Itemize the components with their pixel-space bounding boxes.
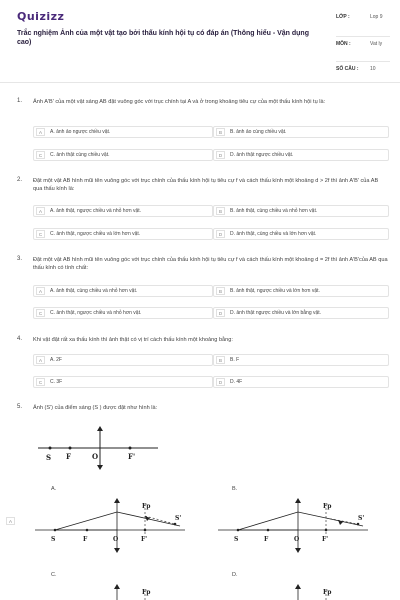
option-text: C. ảnh thật cùng chiều vật. bbox=[50, 152, 110, 158]
option-b[interactable] bbox=[213, 126, 389, 138]
option-letter: C bbox=[36, 378, 45, 386]
option-c[interactable] bbox=[33, 149, 213, 161]
label-o: O bbox=[113, 536, 119, 543]
diagram-b bbox=[218, 496, 368, 554]
option-a[interactable] bbox=[33, 205, 213, 217]
question-number: 1. bbox=[17, 98, 23, 104]
option-text: C. ảnh thật, ngược chiều và nhỏ hơn vật. bbox=[50, 310, 142, 316]
question-number: 2. bbox=[17, 177, 23, 183]
label-o: O bbox=[294, 536, 300, 543]
option-b[interactable] bbox=[213, 285, 389, 297]
option-letter: B bbox=[216, 207, 225, 215]
question-text: Khi vật đặt rất xa thấu kính thì ảnh thật có vị trí cách thấu kính một khoảng bằng: bbox=[33, 337, 233, 343]
question-text: Đặt một vật AB hình mũi tên vuông góc với trục chính của thấu kính hội tụ tiêu cự f và cách thấu kính một khoảng d = 2f thì ảnh A'B'của AB qua thấu kính có tính chất: bbox=[33, 257, 388, 271]
lens-figure bbox=[30, 424, 160, 472]
lens-arrow-bottom bbox=[114, 548, 120, 553]
ray bbox=[238, 512, 298, 530]
point-f bbox=[267, 529, 270, 532]
lens-arrow-top bbox=[114, 498, 120, 503]
point-s bbox=[49, 447, 52, 450]
diagram-c bbox=[35, 582, 185, 600]
quizizz-logo: Quizizz bbox=[17, 10, 65, 23]
header bbox=[0, 0, 400, 80]
point-f2 bbox=[129, 447, 132, 450]
option-letter: D bbox=[216, 151, 225, 159]
divider bbox=[336, 61, 390, 62]
label-f: F bbox=[264, 536, 269, 543]
lens-arrow-top bbox=[295, 584, 301, 589]
point-f2 bbox=[325, 529, 328, 532]
option-letter: B bbox=[216, 128, 225, 136]
question-3 bbox=[17, 256, 389, 328]
count-value: 10 bbox=[370, 66, 376, 72]
label-fp: Fp bbox=[323, 503, 332, 510]
lens-arrow-top bbox=[114, 584, 120, 589]
diagram-a bbox=[35, 496, 185, 554]
choice-label-a: A. bbox=[51, 486, 57, 492]
count-label: SỐ CÂU : bbox=[336, 66, 359, 72]
label-f: F bbox=[83, 536, 88, 543]
option-letter: A bbox=[36, 287, 45, 295]
subject-label: MÔN : bbox=[336, 41, 351, 47]
option-text: D. ảnh thật ngược chiều vật. bbox=[230, 152, 294, 158]
diagram-d bbox=[218, 582, 368, 600]
option-d[interactable] bbox=[213, 149, 389, 161]
option-d[interactable] bbox=[213, 376, 389, 388]
question-number: 5. bbox=[17, 404, 23, 410]
lens-arrow-top bbox=[97, 426, 103, 431]
option-a[interactable] bbox=[33, 354, 213, 366]
document-title: Trắc nghiệm Ảnh của một vật tạo bởi thấu kính hội tụ có đáp án (Thông hiểu - Vận dụng cao) bbox=[17, 30, 309, 46]
point-f2 bbox=[144, 529, 147, 532]
label-f2: F' bbox=[322, 536, 329, 543]
class-label: LỚP : bbox=[336, 14, 350, 20]
header-divider bbox=[0, 82, 400, 83]
label-s: S bbox=[51, 536, 56, 543]
label-s: S bbox=[234, 536, 239, 543]
question-text: Ảnh A'B' của một vật sáng AB đặt vuông góc với trục chính tại A và ở trong khoảng tiêu cự của một thấu kính hội tụ là: bbox=[33, 99, 326, 105]
question-text: Ảnh (S') của điểm sáng (S ) được đặt như hình là: bbox=[33, 405, 158, 411]
label-fp: Fp bbox=[142, 503, 151, 510]
point-f bbox=[86, 529, 89, 532]
option-text: A. ảnh thật, ngược chiều và nhỏ hơn vật. bbox=[50, 208, 142, 214]
dashed-line bbox=[145, 516, 175, 524]
option-text: D. 4F bbox=[230, 379, 243, 385]
option-text: B. ảnh ảo cùng chiều vật. bbox=[230, 129, 287, 135]
option-letter: A bbox=[36, 356, 45, 364]
option-text: A. 2F bbox=[50, 357, 62, 363]
option-letter: C bbox=[36, 309, 45, 317]
option-d[interactable] bbox=[213, 228, 389, 240]
option-d[interactable] bbox=[213, 307, 389, 319]
option-letter: B bbox=[216, 356, 225, 364]
label-s2: S' bbox=[358, 515, 365, 522]
point-s2 bbox=[174, 523, 177, 526]
option-letter: A bbox=[36, 128, 45, 136]
option-c[interactable] bbox=[33, 228, 213, 240]
label-s: S bbox=[46, 453, 52, 462]
option-c[interactable] bbox=[33, 376, 213, 388]
option-text: D. ảnh thật ngược chiều và lớn bằng vật. bbox=[230, 310, 322, 316]
question-1 bbox=[17, 98, 389, 168]
option-text: B. ảnh thật, cùng chiều và nhỏ hơn vật. bbox=[230, 208, 318, 214]
subject-value: Vat ly bbox=[370, 41, 383, 47]
choice-label-b: B. bbox=[232, 486, 238, 492]
option-letter: A bbox=[6, 517, 15, 525]
point-s bbox=[237, 529, 240, 532]
label-o: O bbox=[92, 452, 99, 461]
option-text: A. ảnh thật, cùng chiều và nhỏ hơn vật. bbox=[50, 288, 138, 294]
label-s2: S' bbox=[175, 515, 182, 522]
option-text: B. ảnh thật, ngược chiều và lớn hơn vật. bbox=[230, 288, 320, 294]
class-value: Lop 9 bbox=[370, 14, 383, 20]
option-a[interactable] bbox=[33, 285, 213, 297]
lens-arrow-top bbox=[295, 498, 301, 503]
option-b[interactable] bbox=[213, 205, 389, 217]
point-s bbox=[54, 529, 57, 532]
option-text: D. ảnh thật, cùng chiều và lớn hơn vật. bbox=[230, 231, 317, 237]
ray bbox=[55, 512, 117, 530]
lens-arrow-bottom bbox=[295, 548, 301, 553]
divider bbox=[336, 36, 390, 37]
label-f2: F' bbox=[128, 452, 136, 461]
option-letter: C bbox=[36, 230, 45, 238]
option-letter: C bbox=[36, 151, 45, 159]
dashed-line bbox=[326, 518, 358, 524]
option-letter: D bbox=[216, 309, 225, 317]
question-number: 3. bbox=[17, 256, 23, 262]
option-a[interactable] bbox=[33, 126, 213, 138]
label-f: F bbox=[66, 452, 71, 461]
option-letter: D bbox=[216, 378, 225, 386]
option-b[interactable] bbox=[213, 354, 389, 366]
question-4 bbox=[17, 336, 389, 392]
choice-label-d: D. bbox=[232, 572, 238, 578]
option-letter: B bbox=[216, 287, 225, 295]
option-text: C. ảnh thật, ngược chiều và lớn hơn vật. bbox=[50, 231, 141, 237]
option-letter: A bbox=[36, 207, 45, 215]
question-2 bbox=[17, 177, 389, 249]
question-text: Đặt một vật AB hình mũi tên vuông góc với trục chính của thấu kính hội tụ tiêu cự f và cách thấu kính một khoảng d > 2f thì ảnh A'B' của AB qua thấu kính là: bbox=[33, 178, 379, 192]
option-c[interactable] bbox=[33, 307, 213, 319]
option-text: A. ảnh ảo ngược chiều vật. bbox=[50, 129, 111, 135]
label-fp: Fp bbox=[142, 589, 151, 596]
option-letter: D bbox=[216, 230, 225, 238]
option-a[interactable] bbox=[5, 516, 19, 528]
label-fp: Fp bbox=[323, 589, 332, 596]
label-f2: F' bbox=[141, 536, 148, 543]
option-text: B. F bbox=[230, 357, 240, 363]
point-f bbox=[69, 447, 72, 450]
point-s2 bbox=[357, 523, 360, 526]
choice-label-c: C. bbox=[51, 572, 57, 578]
lens-arrow-bottom bbox=[97, 465, 103, 470]
option-text: C. 3F bbox=[50, 379, 63, 385]
question-number: 4. bbox=[17, 336, 23, 342]
